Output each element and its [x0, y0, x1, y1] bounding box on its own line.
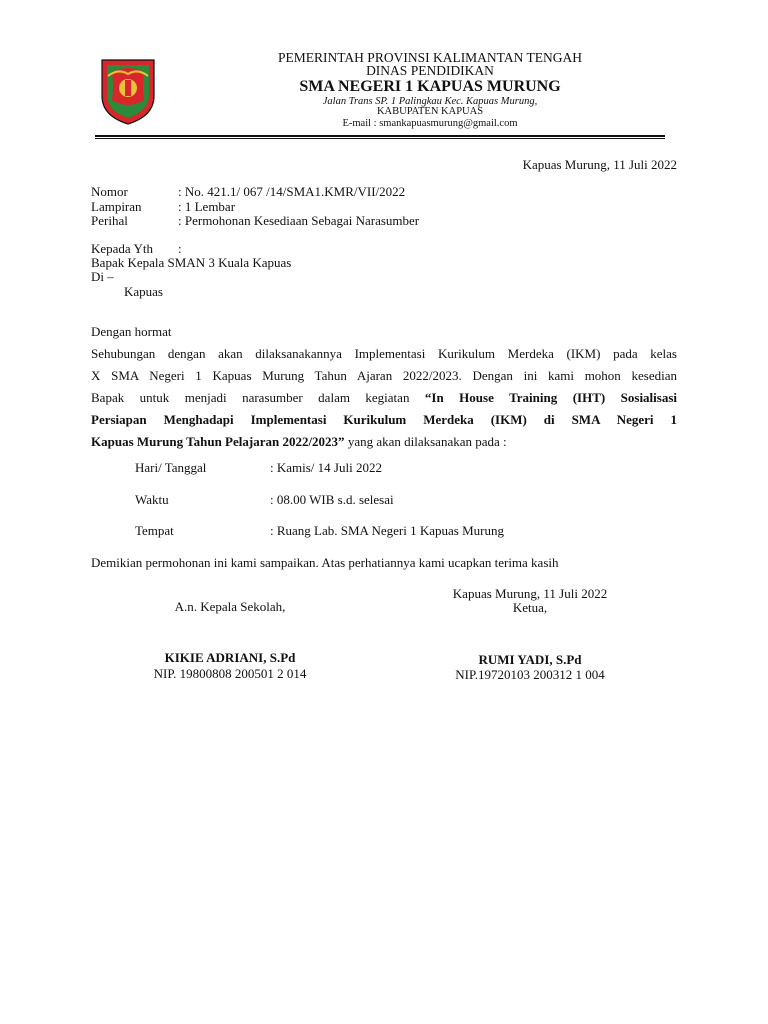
recipient-place: Kapuas	[124, 284, 163, 299]
letterhead-regency: KABUPATEN KAPUAS	[376, 106, 484, 117]
body-line: Sehubungan dengan akan dilaksanakannya Implementasi Kurikulum Merdeka (IKM) pada kelas	[91, 346, 677, 361]
event-title-part: Persiapan Menghadapi Implementasi Kurikulum Merdeka (IKM) di SMA Negeri 1	[91, 412, 677, 427]
event-place-label: Tempat	[135, 523, 174, 538]
letterhead-department: DINAS PENDIDIKAN	[366, 63, 494, 78]
event-title-part: “In House Training (IHT) Sosialisasi	[424, 390, 678, 405]
letterhead-divider	[95, 135, 665, 137]
left-signer-name: KIKIE ADRIANI, S.Pd	[164, 650, 296, 665]
event-title-part: Kapuas Murung Tahun Pelajaran 2022/2023”	[91, 434, 345, 449]
body-line-text: yang akan dilaksanakan pada :	[347, 434, 507, 449]
body-line: X SMA Negeri 1 Kapuas Murung Tahun Ajaran 2022/2023. Dengan ini kami mohon kesedian	[91, 368, 677, 383]
recipient-name: Bapak Kepala SMAN 3 Kuala Kapuas	[91, 255, 292, 270]
recipient-colon: :	[178, 241, 182, 256]
event-time-value: : 08.00 WIB s.d. selesai	[270, 492, 394, 507]
right-signer-role: Ketua,	[512, 600, 548, 615]
nomor-value: : No. 421.1/ 067 /14/SMA1.KMR/VII/2022	[178, 184, 406, 199]
event-time-label: Waktu	[135, 492, 169, 507]
lampiran-value: : 1 Lembar	[178, 199, 236, 214]
left-signer-nip: NIP. 19800808 200501 2 014	[153, 666, 307, 681]
body-line	[91, 409, 677, 431]
closing-text: Demikian permohonan ini kami sampaikan. Atas perhatiannya kami ucapkan terima kasih	[91, 555, 559, 570]
letterhead-divider-thin	[95, 138, 665, 139]
greeting: Dengan hormat	[91, 324, 172, 339]
nomor-label: Nomor	[91, 184, 128, 199]
right-signer-nip: NIP.19720103 200312 1 004	[455, 667, 605, 682]
event-place-value: : Ruang Lab. SMA Negeri 1 Kapuas Murung	[270, 523, 504, 538]
letterhead-email: E-mail : smankapuasmurung@gmail.com	[342, 118, 518, 129]
provincial-emblem-icon	[98, 56, 158, 126]
event-day-value: : Kamis/ 14 Juli 2022	[270, 460, 382, 475]
recipient-di: Di –	[91, 269, 114, 284]
body-line-text: Bapak untuk menjadi narasumber dalam kegiatan	[91, 390, 410, 405]
right-signer-date: Kapuas Murung, 11 Juli 2022	[452, 586, 608, 601]
letter-date: Kapuas Murung, 11 Juli 2022	[522, 157, 677, 172]
body-line	[91, 431, 677, 453]
left-signer-role: A.n. Kepala Sekolah,	[174, 599, 286, 614]
right-signer-name: RUMI YADI, S.Pd	[478, 652, 582, 667]
letterhead-address: Jalan Trans SP. 1 Palingkau Kec. Kapuas Murung,	[322, 96, 538, 107]
body-line	[91, 387, 677, 409]
letterhead-government: PEMERINTAH PROVINSI KALIMANTAN TENGAH	[278, 50, 582, 65]
letterhead-school-name: SMA NEGERI 1 KAPUAS MURUNG	[299, 78, 561, 95]
perihal-value: : Permohonan Kesediaan Sebagai Narasumber	[178, 213, 420, 228]
body-paragraph	[91, 343, 677, 453]
lampiran-label: Lampiran	[91, 199, 142, 214]
perihal-label: Perihal	[91, 213, 128, 228]
recipient-kepada: Kepada Yth	[91, 241, 153, 256]
event-day-label: Hari/ Tanggal	[135, 460, 207, 475]
